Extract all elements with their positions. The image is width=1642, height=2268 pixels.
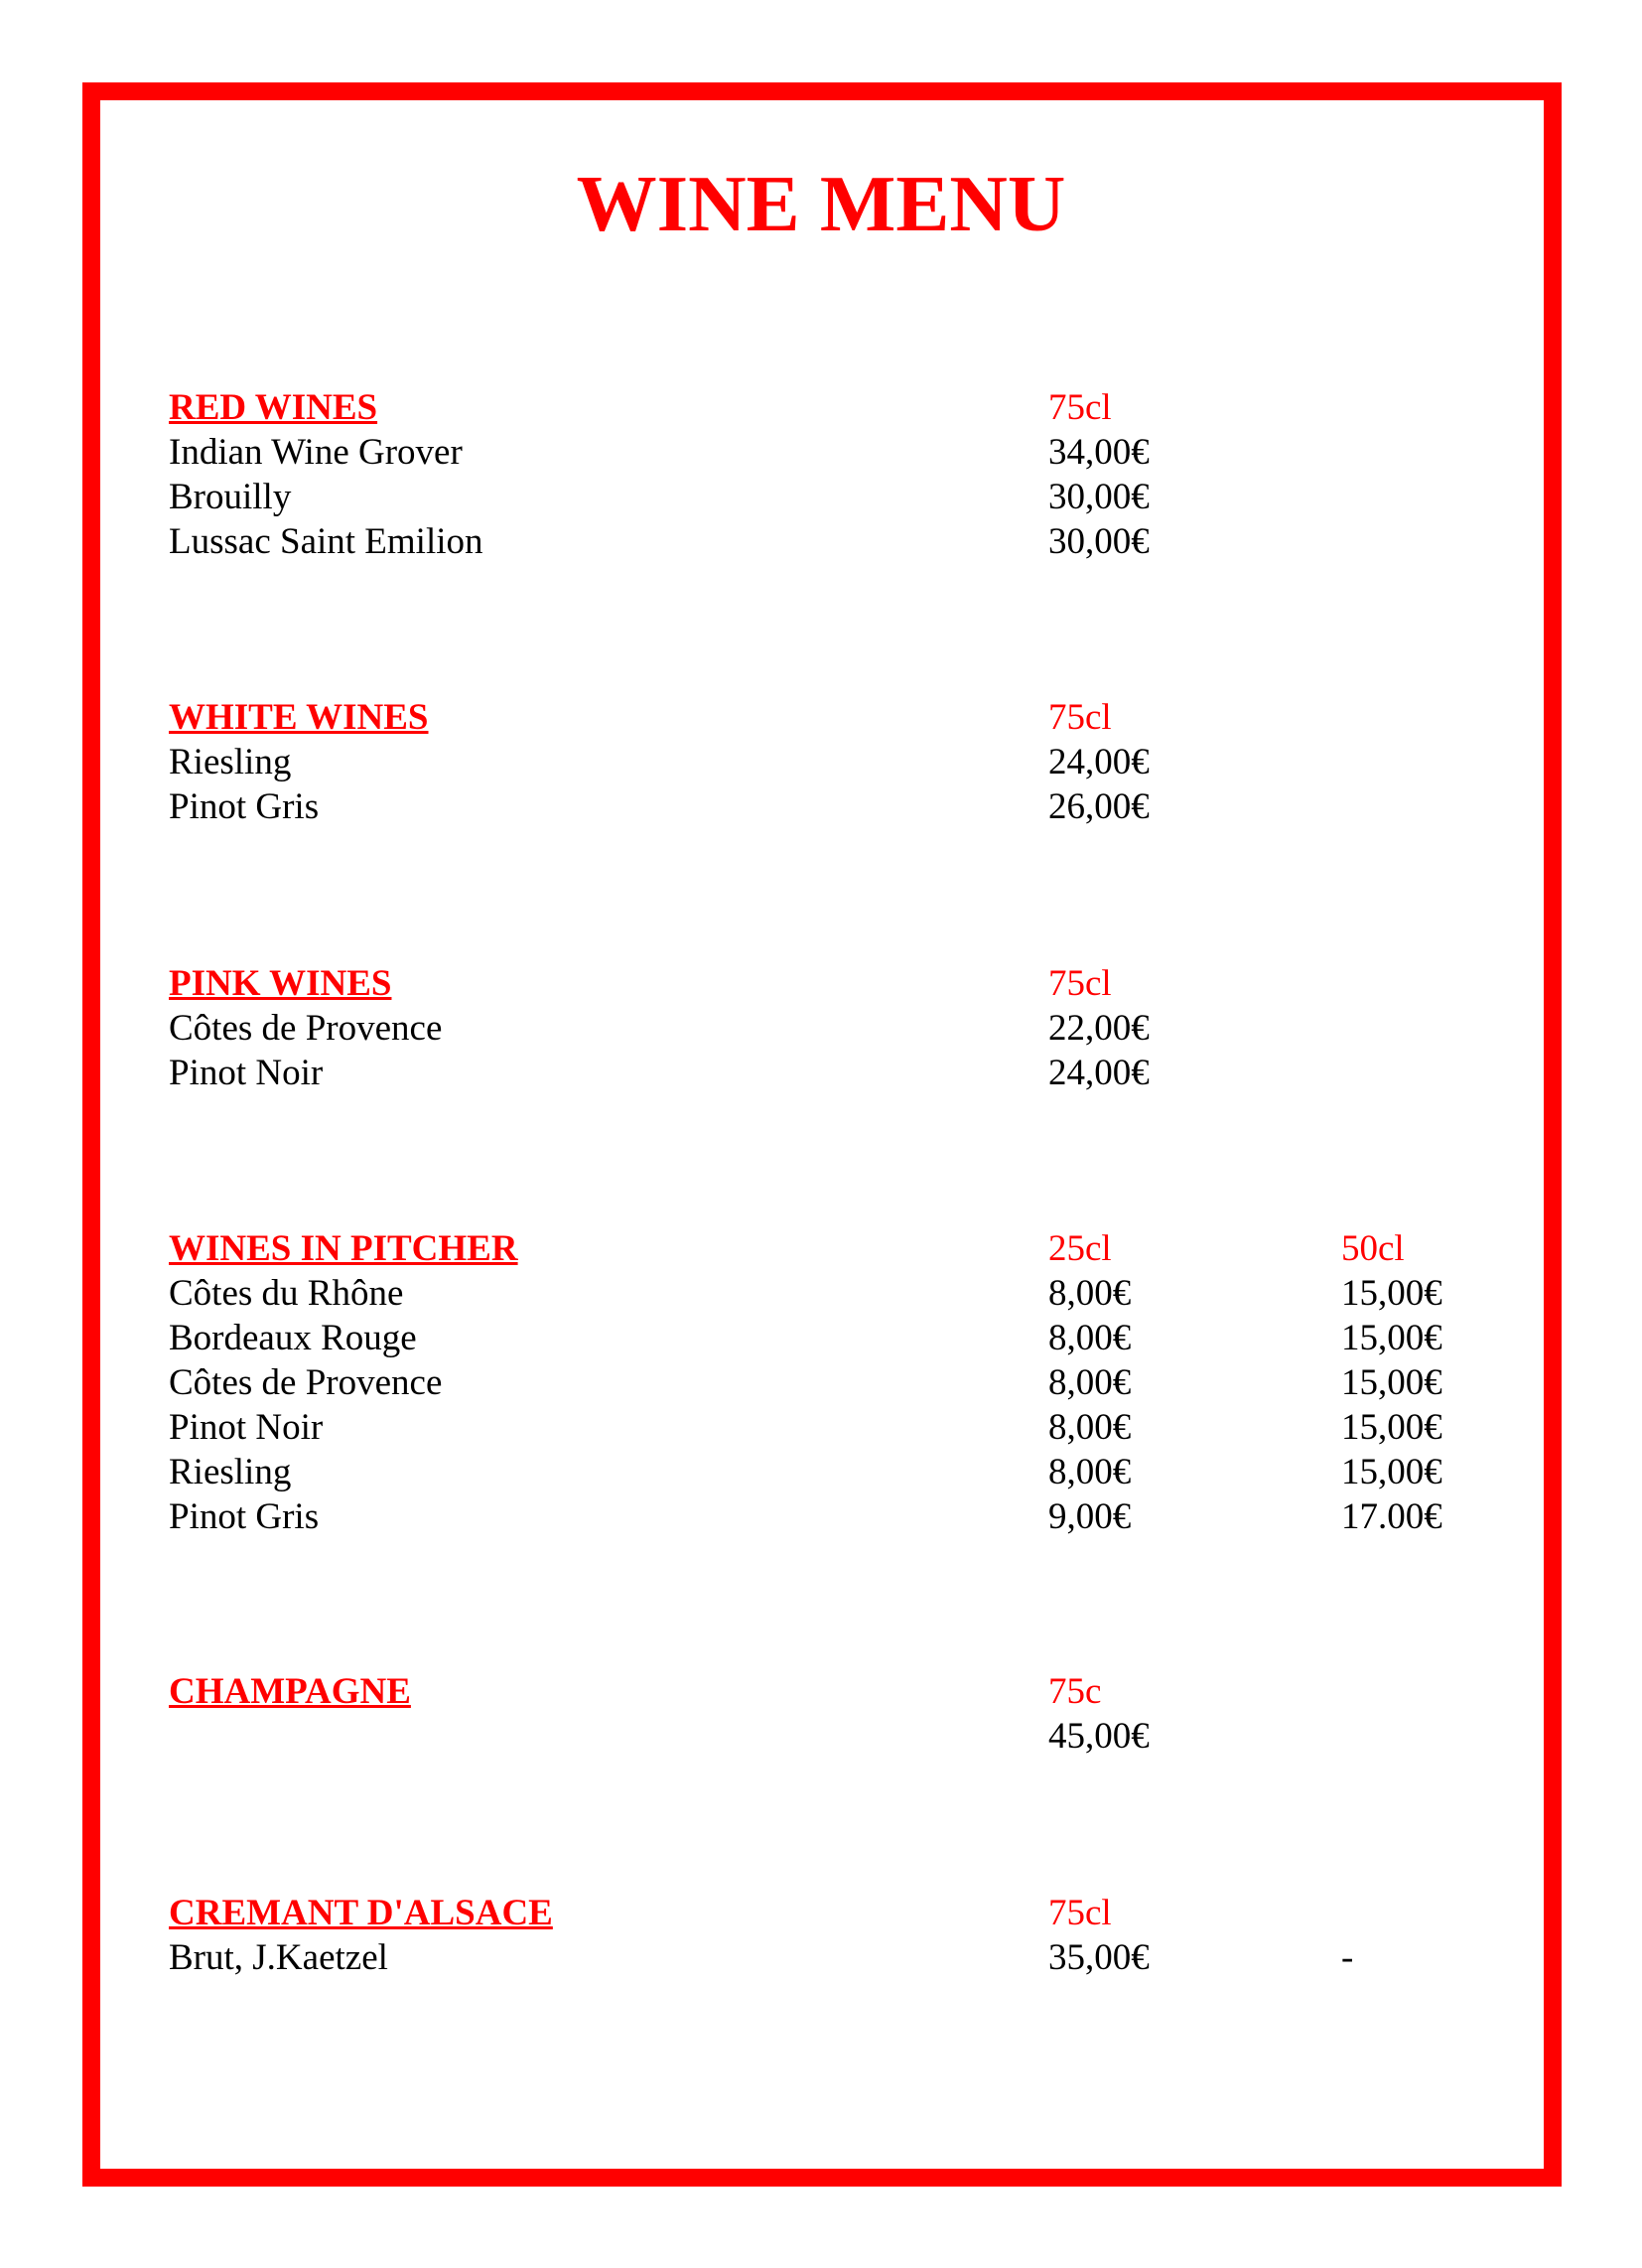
wine-price: 26,00€ — [1048, 786, 1150, 827]
list-item — [0, 519, 1642, 564]
section-cremant-dalsace — [0, 1891, 1642, 1980]
wine-name: Indian Wine Grover — [169, 432, 463, 473]
wine-name: Riesling — [169, 1452, 292, 1492]
section-heading: WHITE WINES — [169, 697, 429, 738]
section-header — [0, 1891, 1642, 1935]
wine-price: 8,00€ — [1048, 1407, 1132, 1448]
list-item — [0, 784, 1642, 829]
wine-price: 15,00€ — [1341, 1273, 1442, 1314]
list-item — [0, 1494, 1642, 1539]
wine-price: 24,00€ — [1048, 1053, 1150, 1093]
wine-name: Brut, J.Kaetzel — [169, 1937, 388, 1978]
wine-price: 8,00€ — [1048, 1273, 1132, 1314]
list-item — [0, 1006, 1642, 1051]
wine-name: Côtes du Rhône — [169, 1273, 404, 1314]
wine-price: 15,00€ — [1341, 1362, 1442, 1403]
list-item — [0, 1360, 1642, 1405]
wine-price: 8,00€ — [1048, 1362, 1132, 1403]
wine-price: 8,00€ — [1048, 1452, 1132, 1492]
wine-price: 15,00€ — [1341, 1407, 1442, 1448]
wine-price: 35,00€ — [1048, 1937, 1150, 1978]
wine-price: 8,00€ — [1048, 1318, 1132, 1358]
section-header — [0, 695, 1642, 740]
wine-name: Pinot Gris — [169, 1496, 320, 1537]
wine-price: 15,00€ — [1341, 1318, 1442, 1358]
wine-name: Riesling — [169, 742, 292, 782]
size-label: 75cl — [1048, 387, 1112, 428]
wine-name: Côtes de Provence — [169, 1362, 443, 1403]
wine-price: 22,00€ — [1048, 1008, 1150, 1049]
list-item — [0, 1714, 1642, 1759]
wine-price: 17.00€ — [1341, 1496, 1442, 1537]
list-item — [0, 475, 1642, 519]
wine-name: Brouilly — [169, 477, 292, 517]
section-wines-in-pitcher — [0, 1226, 1642, 1539]
size-label: 25cl — [1048, 1228, 1112, 1269]
section-champagne — [0, 1669, 1642, 1759]
section-heading: RED WINES — [169, 387, 378, 428]
section-header — [0, 385, 1642, 430]
list-item — [0, 1935, 1642, 1980]
wine-price: 45,00€ — [1048, 1716, 1150, 1757]
list-item — [0, 1051, 1642, 1095]
section-heading: CHAMPAGNE — [169, 1671, 411, 1712]
list-item — [0, 740, 1642, 784]
section-header — [0, 1226, 1642, 1271]
wine-name: Pinot Noir — [169, 1053, 324, 1093]
wine-name: Côtes de Provence — [169, 1008, 443, 1049]
wine-name: Pinot Gris — [169, 786, 320, 827]
wine-name: Bordeaux Rouge — [169, 1318, 417, 1358]
list-item — [0, 1316, 1642, 1360]
list-item — [0, 1271, 1642, 1316]
wine-name: Lussac Saint Emilion — [169, 521, 483, 562]
section-pink-wines — [0, 961, 1642, 1095]
list-item — [0, 1450, 1642, 1494]
section-white-wines — [0, 695, 1642, 829]
wine-price: 34,00€ — [1048, 432, 1150, 473]
size-label: 75c — [1048, 1671, 1102, 1712]
size-label: 75cl — [1048, 697, 1112, 738]
wine-price: 15,00€ — [1341, 1452, 1442, 1492]
section-red-wines — [0, 385, 1642, 564]
page-title: WINE MENU — [576, 159, 1066, 248]
size-label: 75cl — [1048, 1893, 1112, 1933]
wine-price: 30,00€ — [1048, 477, 1150, 517]
section-heading: WINES IN PITCHER — [169, 1228, 518, 1269]
wine-price: 30,00€ — [1048, 521, 1150, 562]
section-heading: CREMANT D'ALSACE — [169, 1893, 553, 1933]
size-label: 75cl — [1048, 963, 1112, 1004]
size-label: 50cl — [1341, 1228, 1405, 1269]
wine-price: 9,00€ — [1048, 1496, 1132, 1537]
section-heading: PINK WINES — [169, 963, 392, 1004]
wine-price: - — [1341, 1937, 1354, 1978]
section-header — [0, 961, 1642, 1006]
wine-name: Pinot Noir — [169, 1407, 324, 1448]
list-item — [0, 430, 1642, 475]
list-item — [0, 1405, 1642, 1450]
section-header — [0, 1669, 1642, 1714]
wine-price: 24,00€ — [1048, 742, 1150, 782]
